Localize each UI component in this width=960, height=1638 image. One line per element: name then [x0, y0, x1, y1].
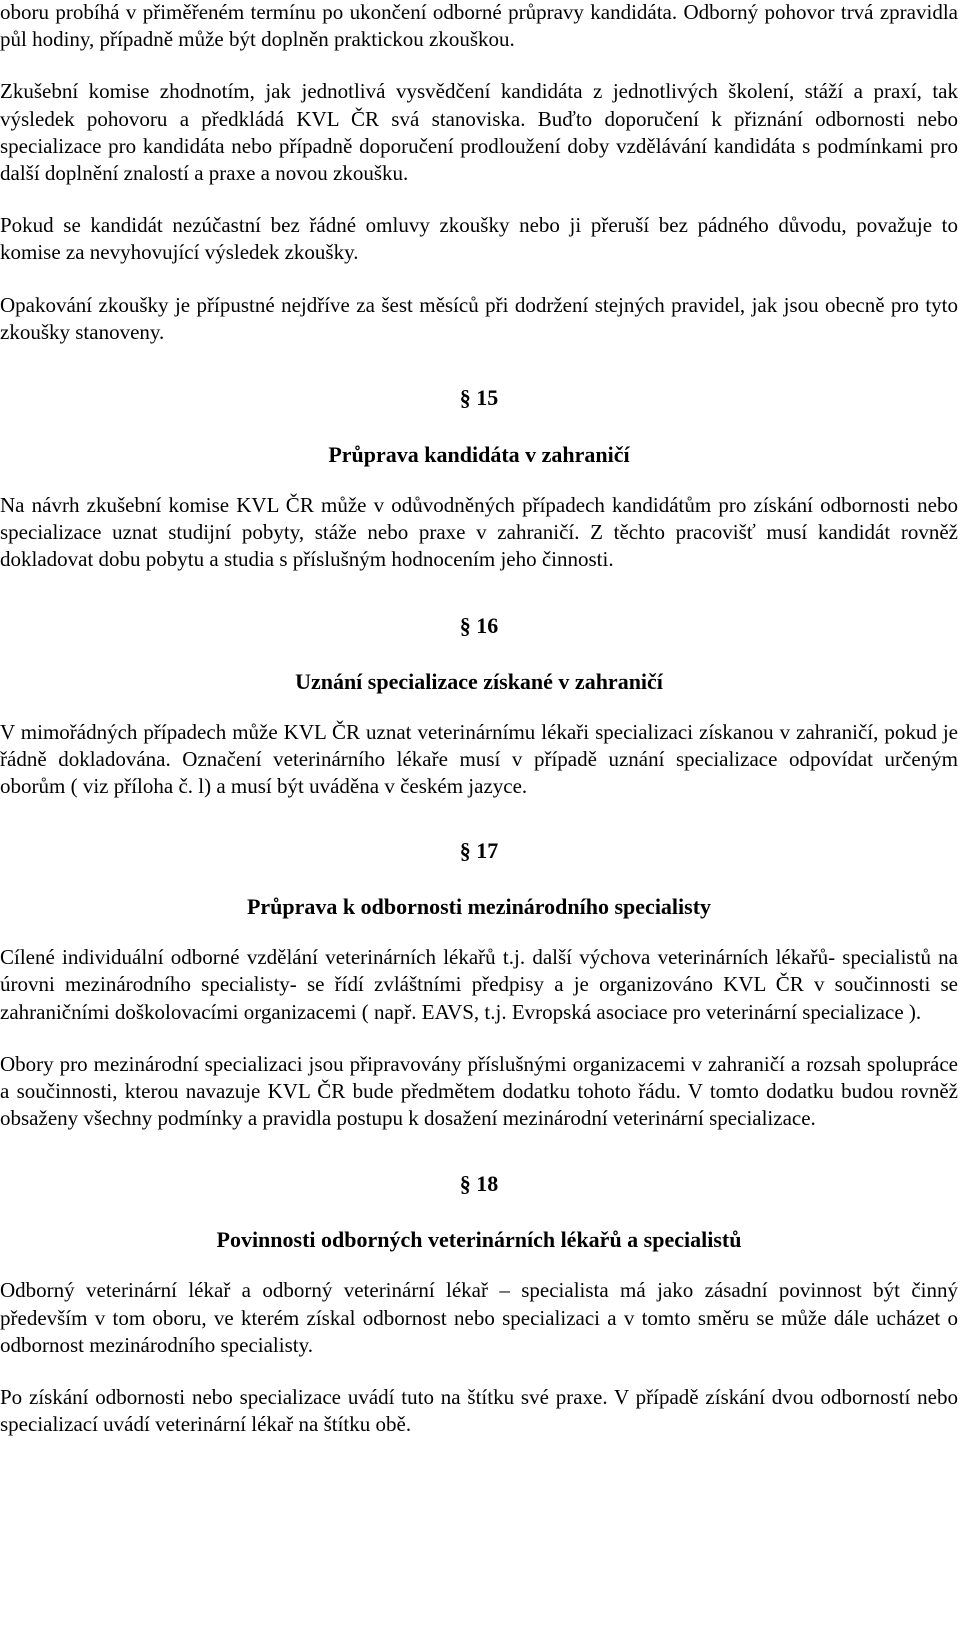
section-number-18: § 18 [459, 1171, 499, 1197]
section-17-paragraph-2: Obory pro mezinárodní specializaci jsou připravovány příslušnými organizacemi v zahraničí a rozsah spolupráce a součinnosti, kterou navazuje KVL ČR bude předmětem dodatku tohoto řádu. V tomto dodatku budou rovněž obsaženy všechny podmínky a pravidla postupu k dosažení mezinárodní veterinární specializace. [0, 1051, 958, 1131]
section-17-paragraph-1: Cílené individuální odborné vzdělání veterinárních lékařů t.j. další výchova veterinárních lékařů- specialistů na úrovni mezinárodního specialisty- se řídí zvláštními předpisy a je organizováno KVL ČR v součinnosti se zahraničními doškolovacími organizacemi ( např. EAVS, t.j. Evropská asociace pro veterinární specializace ). [0, 945, 958, 1024]
paragraph-absence: Pokud se kandidát nezúčastní bez řádné omluvy zkoušky nebo ji přeruší bez pádného důvodu, považuje to komise za nevyhovující výsledek zkoušky. [0, 213, 958, 265]
paragraph-commission-evaluation: Zkušební komise zhodnotím, jak jednotlivá vysvědčení kandidáta z jednotlivých školení, stáží a praxí, tak výsledek pohovoru a předkládá KVL ČR svá stanoviska. Buďto doporučení k přiznání odbornosti nebo specializace pro kandidáta nebo případně doporučení prodloužení doby vzdělávání kandidáta s podmínkami pro další doplnění znalostí a praxe a novou zkoušku. [0, 79, 958, 186]
section-title-16: Uznání specializace získané v zahraničí [295, 668, 663, 694]
section-number-16: § 16 [459, 612, 499, 638]
section-18-paragraph-2: Po získání odbornosti nebo specializace uvádí tuto na štítku své praxe. V případě získání dvou odborností nebo specializací uvádí veterinární lékař na štítku obě. [0, 1385, 958, 1437]
section-title-18: Povinnosti odborných veterinárních lékařů a specialistů [216, 1227, 742, 1253]
section-title-17: Průprava k odbornosti mezinárodního specialisty [246, 894, 712, 920]
section-16-paragraph: V mimořádných případech může KVL ČR uznat veterinárnímu lékaři specializaci získanou v zahraničí, pokud je řádně dokladována. Označení veterinárního lékaře musí v případě uznání specializace odpovídat určeným oborům ( viz příloha č. l) a musí být uváděna v českém jazyce. [0, 719, 958, 799]
section-number-15: § 15 [459, 385, 499, 411]
section-number-17: § 17 [459, 838, 499, 864]
paragraph-exam-repeat: Opakování zkoušky je přípustné nejdříve za šest měsíců při dodržení stejných pravidel, jak jsou obecně pro tyto zkoušky stanoveny. [0, 292, 958, 344]
paragraph-exam-interview: oboru probíhá v přiměřeném termínu po ukončení odborné průpravy kandidáta. Odborný pohovor trvá zpravidla půl hodiny, případně může být doplněn praktickou zkouškou. [0, 0, 958, 52]
section-15-paragraph: Na návrh zkušební komise KVL ČR může v odůvodněných případech kandidátům pro získání odbornosti nebo specializace uznat studijní pobyty, stáže nebo praxe v zahraničí. Z těchto pracovišť musí kandidát rovněž dokladovat dobu pobytu a studia s příslušným hodnocením jeho činnosti. [0, 493, 958, 572]
section-title-15: Průprava kandidáta v zahraničí [328, 442, 630, 468]
section-18-paragraph-1: Odborný veterinární lékař a odborný veterinární lékař – specialista má jako zásadní povinnost být činný především v tom oboru, ve kterém získal odbornost nebo specializaci a v tomto směru se může dále ucházet o odbornost mezinárodního specialisty. [0, 1278, 958, 1357]
